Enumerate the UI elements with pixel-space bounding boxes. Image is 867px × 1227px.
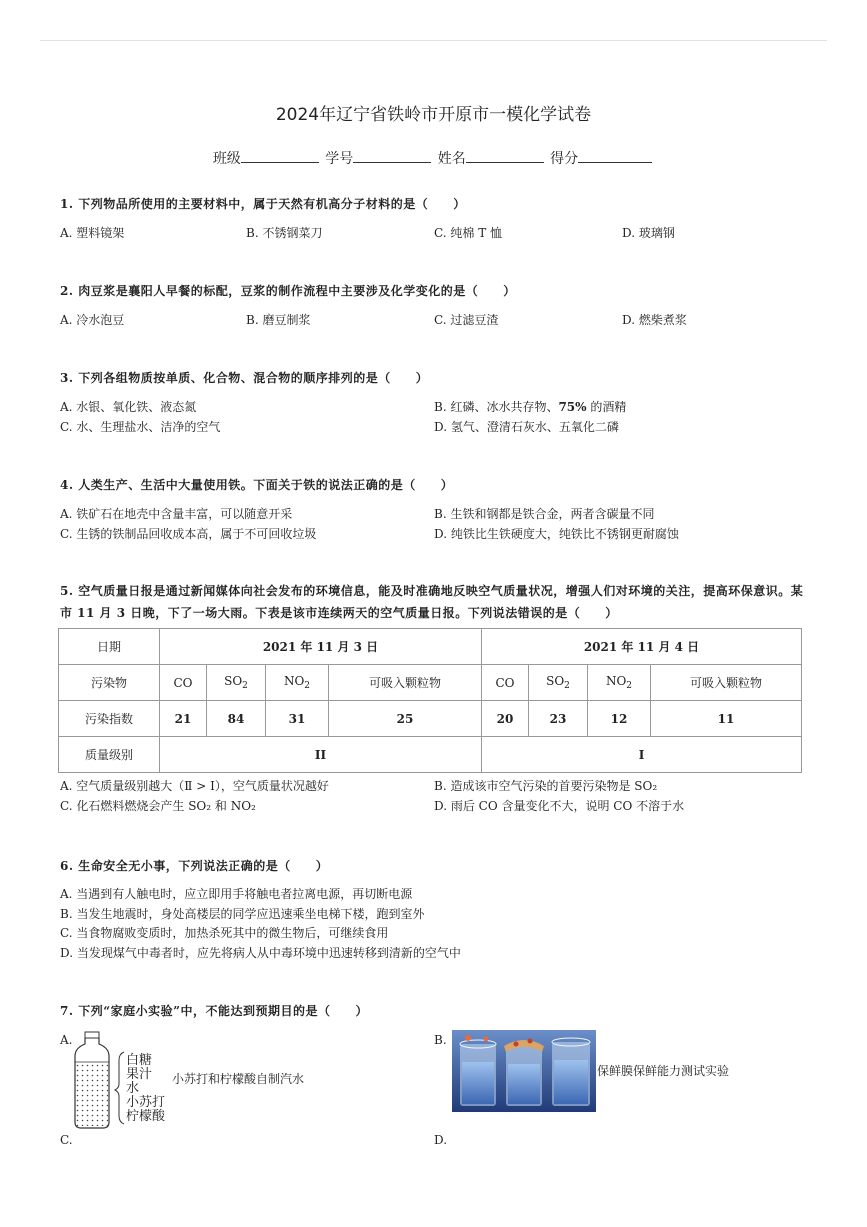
cling-film-glasses-photo	[452, 1030, 596, 1112]
options	[60, 310, 805, 330]
question-1	[60, 193, 805, 243]
pollutant-no: NO	[605, 674, 627, 688]
bottle-label-baking-soda: 小苏打	[126, 1095, 166, 1110]
option-a[interactable]: A. 塑料镜架	[60, 226, 125, 240]
glass-middle	[504, 1039, 544, 1107]
soda-bottle-diagram	[70, 1028, 180, 1130]
question-number: 2.	[60, 284, 74, 298]
student-id-label: 学号	[325, 151, 354, 167]
value-cell: 21	[160, 701, 207, 737]
question-text: 空气质量日报是通过新闻媒体向社会发布的环境信息，能及时准确地反映空气质量状况，增强人们对环境的关注，提高环保意识。某市 11 月 3 日晚，下了一场大雨。下表是该市连续两天的空气质量日报。下列说法错误的是（ ）	[60, 584, 804, 620]
subscript: 2	[242, 681, 248, 691]
option-b[interactable]: B. 不锈钢菜刀	[246, 226, 323, 240]
pollutant-co: CO	[482, 665, 529, 701]
option-a[interactable]: A. 当遇到有人触电时，应立即用手将触电者拉离电源，再切断电源	[60, 887, 413, 901]
subscript: 2	[564, 681, 570, 691]
option-d[interactable]: D. 玻璃钢	[622, 226, 675, 240]
question-6	[60, 855, 805, 963]
question-stem	[60, 474, 805, 496]
percentage: 75%	[558, 400, 587, 414]
question-number: 6.	[60, 859, 74, 873]
question-number: 7.	[60, 1004, 74, 1018]
class-label: 班级	[212, 151, 241, 167]
row-label-grade: 质量级别	[59, 737, 160, 773]
grade-day1: II	[160, 737, 482, 773]
option-b-text: B. 红磷、冰水共存物、	[434, 400, 559, 414]
row-label-index: 污染指数	[59, 701, 160, 737]
option-b[interactable]: B. 当发生地震时，身处高楼层的同学应迅速乘坐电梯下楼，跑到室外	[60, 906, 425, 921]
options	[60, 885, 805, 963]
value-cell: 25	[329, 701, 482, 737]
question-text: 下列物品所使用的主要材料中，属于天然有机高分子材料的是（ ）	[78, 197, 466, 211]
question-number: 5.	[60, 584, 74, 598]
question-text: 生命安全无小事，下列说法正确的是（ ）	[78, 859, 329, 873]
pollutant-so: SO	[546, 674, 565, 688]
option-c[interactable]: C. 水、生理盐水、洁净的空气	[60, 420, 221, 434]
value-cell: 11	[651, 701, 802, 737]
pollutant-no2	[266, 665, 329, 701]
bottle-label-sugar: 白糖	[126, 1053, 153, 1068]
option-b[interactable]: B. 造成该市空气污染的首要污染物是 SO₂	[434, 779, 658, 793]
pollutant-no2	[588, 665, 651, 701]
value-cell: 84	[207, 701, 266, 737]
question-3	[60, 367, 805, 437]
table-row	[59, 701, 802, 737]
question-text: 下列各组物质按单质、化合物、混合物的顺序排列的是（ ）	[78, 371, 429, 385]
class-blank[interactable]	[241, 148, 319, 163]
question-5	[60, 580, 805, 624]
question-stem	[60, 1000, 805, 1022]
grade-day2: I	[482, 737, 802, 773]
options	[60, 397, 805, 437]
question-number: 4.	[60, 478, 74, 492]
subscript: 2	[626, 681, 633, 691]
option-c[interactable]: C. 生锈的铁制品回收成本高，属于不可回收垃圾	[60, 527, 317, 541]
option-a[interactable]: A. 空气质量级别越大（Ⅱ > Ⅰ），空气质量状况越好	[60, 779, 329, 793]
name-label: 姓名	[437, 151, 466, 167]
option-d[interactable]: D. 氢气、澄清石灰水、五氧化二磷	[434, 420, 619, 434]
question-text: 肉豆浆是襄阳人早餐的标配，豆浆的制作流程中主要涉及化学变化的是（ ）	[78, 284, 516, 298]
date-day2: 2021 年 11 月 4 日	[482, 629, 802, 665]
option-b[interactable]	[434, 397, 626, 417]
question-text: 人类生产、生活中大量使用铁。下面关于铁的说法正确的是（ ）	[78, 478, 454, 492]
option-b[interactable]: B. 磨豆制浆	[246, 313, 311, 327]
question-7	[60, 1000, 805, 1022]
bottle-label-juice: 果汁	[126, 1067, 153, 1082]
option-c[interactable]: C.	[60, 1133, 73, 1147]
option-b-tail: 的酒精	[586, 400, 627, 414]
option-a[interactable]: A. 冷水泡豆	[60, 313, 125, 327]
subscript: 2	[304, 681, 311, 691]
pollutant-so2	[529, 665, 588, 701]
question-stem	[60, 580, 805, 624]
date-day1: 2021 年 11 月 3 日	[160, 629, 482, 665]
options	[60, 223, 805, 243]
pollutant-so: SO	[224, 674, 243, 688]
exam-title: 2024年辽宁省铁岭市开原市一模化学试卷	[275, 105, 592, 125]
air-quality-table	[58, 628, 802, 773]
student-id-blank[interactable]	[353, 148, 431, 163]
option-d[interactable]: D.	[434, 1133, 448, 1147]
option-d[interactable]: D. 雨后 CO 含量变化不大，说明 CO 不溶于水	[434, 799, 685, 813]
pollutant-pm: 可吸入颗粒物	[651, 665, 802, 701]
question-stem	[60, 280, 805, 302]
option-a[interactable]: A. 水银、氧化铁、液态氮	[60, 400, 197, 414]
question-4	[60, 474, 805, 544]
option-b[interactable]: B.	[434, 1033, 447, 1047]
option-c[interactable]: C. 当食物腐败变质时，加热杀死其中的微生物后，可继续食用	[60, 926, 389, 941]
option-c[interactable]: C. 纯棉 T 恤	[434, 226, 503, 240]
question-stem	[60, 367, 805, 389]
options	[60, 776, 805, 816]
options	[60, 504, 805, 544]
name-blank[interactable]	[466, 148, 544, 163]
glass-left	[460, 1035, 496, 1106]
table-row	[59, 665, 802, 701]
pollutant-no: NO	[283, 674, 305, 688]
header-divider	[40, 40, 827, 41]
option-d[interactable]: D. 燃柴煮浆	[622, 313, 687, 327]
student-info-line	[0, 148, 867, 168]
row-label-date: 日期	[59, 629, 160, 665]
option-d[interactable]: D. 当发现煤气中毒者时，应先将病人从中毒环境中迅速转移到清新的空气中	[60, 945, 461, 960]
option-b[interactable]: B. 生铁和钢都是铁合金，两者含碳量不同	[434, 507, 655, 521]
question-stem	[60, 855, 805, 877]
option-c[interactable]: C. 过滤豆渣	[434, 313, 499, 327]
question-2	[60, 280, 805, 330]
table-row	[59, 737, 802, 773]
caption-soda: 小苏打和柠檬酸自制汽水	[172, 1072, 305, 1086]
pollutant-pm: 可吸入颗粒物	[329, 665, 482, 701]
caption-cling-film: 保鲜膜保鲜能力测试实验	[597, 1064, 730, 1078]
bottle-label-water: 水	[126, 1081, 140, 1096]
question-number: 1.	[60, 197, 74, 211]
score-label: 得分	[550, 151, 579, 167]
pollutant-so2	[207, 665, 266, 701]
row-label-pollutant: 污染物	[59, 665, 160, 701]
question-stem	[60, 193, 805, 215]
pollutant-co: CO	[160, 665, 207, 701]
option-a[interactable]: A.	[60, 1033, 73, 1047]
value-cell: 23	[529, 701, 588, 737]
score-blank[interactable]	[578, 148, 652, 163]
value-cell: 31	[266, 701, 329, 737]
question-5-options	[60, 776, 805, 816]
value-cell: 12	[588, 701, 651, 737]
question-number: 3.	[60, 371, 74, 385]
bottle-label-citric-acid: 柠檬酸	[126, 1109, 166, 1124]
glass-right	[552, 1038, 590, 1106]
option-c[interactable]: C. 化石燃料燃烧会产生 SO₂ 和 NO₂	[60, 799, 256, 813]
option-a[interactable]: A. 铁矿石在地壳中含量丰富，可以随意开采	[60, 507, 293, 521]
value-cell: 20	[482, 701, 529, 737]
table-row	[59, 629, 802, 665]
question-text: 下列“家庭小实验”中，不能达到预期目的是（ ）	[78, 1004, 369, 1018]
option-d[interactable]: D. 纯铁比生铁硬度大，纯铁比不锈钢更耐腐蚀	[434, 527, 679, 541]
